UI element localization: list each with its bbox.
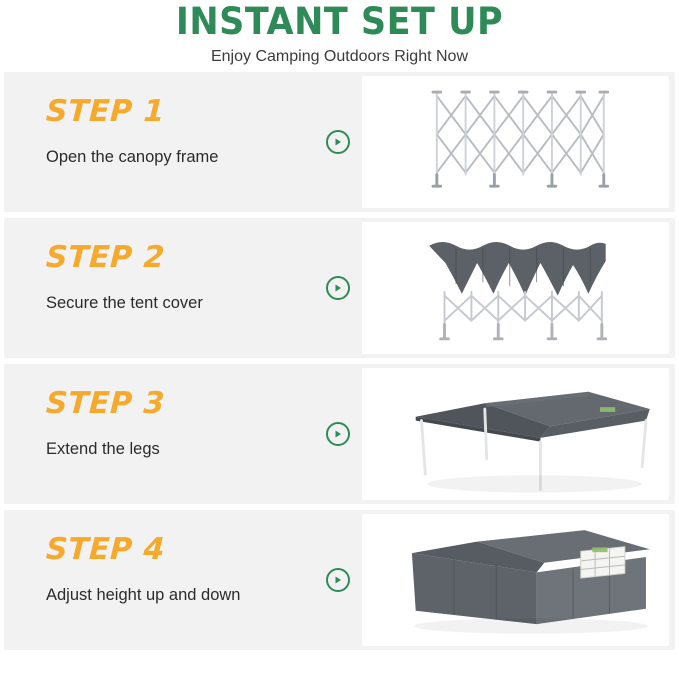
step-label: STEP 4: [45, 532, 166, 567]
step-row: [4, 72, 675, 212]
arrow-right-circle-icon: [326, 422, 350, 446]
step-description: Adjust height up and down: [46, 586, 241, 604]
arrow-slot: [314, 510, 362, 650]
step-label: STEP 2: [45, 240, 166, 275]
step-row: [4, 218, 675, 358]
step-text-block: [4, 510, 314, 650]
arrow-slot: [314, 364, 362, 504]
step-description: Extend the legs: [46, 440, 160, 458]
step-text-block: [4, 364, 314, 504]
step-label: STEP 1: [45, 94, 166, 129]
header: [0, 0, 679, 72]
page-subtitle: Enjoy Camping Outdoors Right Now: [210, 48, 468, 65]
step-description: Secure the tent cover: [46, 294, 203, 312]
arrow-right-circle-icon: [326, 276, 350, 300]
arrow-right-circle-icon: [326, 568, 350, 592]
page-title: INSTANT SET UP: [175, 0, 504, 44]
step-label: STEP 3: [45, 386, 166, 421]
step-image-with-sidewalls: [362, 514, 669, 646]
step-image-frame-with-cover: [362, 222, 669, 354]
step-text-block: [4, 72, 314, 212]
step-image-collapsed-frame: [362, 76, 669, 208]
step-row: [4, 510, 675, 650]
steps-list: [0, 72, 679, 654]
arrow-right-circle-icon: [326, 130, 350, 154]
step-text-block: [4, 218, 314, 358]
arrow-slot: [314, 218, 362, 358]
arrow-slot: [314, 72, 362, 212]
step-description: Open the canopy frame: [46, 148, 219, 166]
step-image-extended-legs: [362, 368, 669, 500]
step-row: [4, 364, 675, 504]
